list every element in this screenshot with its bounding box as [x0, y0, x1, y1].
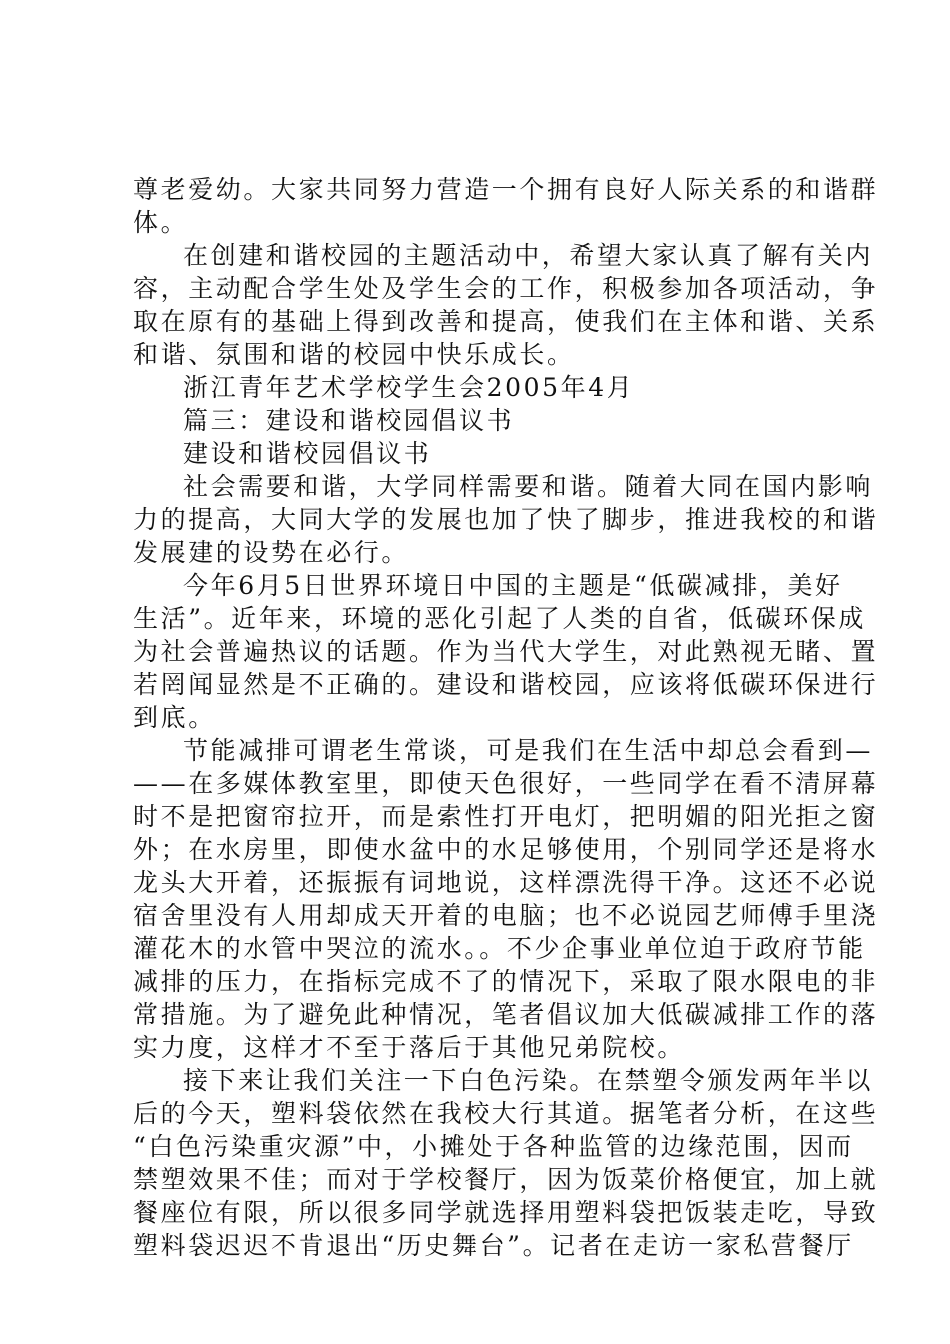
text-line: 取在原有的基础上得到改善和提高，使我们在主体和谐、关系	[133, 307, 879, 336]
text-line: 节能减排可谓老生常谈，可是我们在生活中却总会看到—	[183, 736, 874, 765]
text-line: 宿舍里没有人用却成天开着的电脑；也不必说园艺师傅手里浇	[133, 901, 879, 930]
text-line: 发展建的设势在必行。	[133, 538, 410, 567]
text-line: 常措施。为了避免此种情况，笔者倡议加大低碳减排工作的落	[133, 1000, 879, 1029]
text-line: 后的今天，塑料袋依然在我校大行其道。据笔者分析，在这些	[133, 1099, 879, 1128]
text-line: 今年6月5日世界环境日中国的主题是“低碳减排，美好	[183, 571, 843, 600]
text-line: 建设和谐校园倡议书	[183, 439, 432, 468]
text-line: 到底。	[133, 703, 216, 732]
text-line: 减排的压力，在指标完成不了的情况下，采取了限水限电的非	[133, 967, 879, 996]
text-line: 和谐、氛围和谐的校园中快乐成长。	[133, 340, 575, 369]
text-line: 体。	[133, 208, 189, 237]
text-line: ——在多媒体教室里，即使天色很好，一些同学在看不清屏幕	[133, 769, 879, 798]
text-line: 餐座位有限，所以很多同学就选择用塑料袋把饭装走吃，导致	[133, 1198, 879, 1227]
text-line: “白色污染重灾源”中，小摊处于各种监管的边缘范围，因而	[133, 1132, 854, 1161]
text-line: 在创建和谐校园的主题活动中，希望大家认真了解有关内	[183, 241, 874, 270]
text-line: 社会需要和谐，大学同样需要和谐。随着大同在国内影响	[183, 472, 874, 501]
text-line: 外；在水房里，即使水盆中的水足够使用，个别同学还是将水	[133, 835, 879, 864]
text-line: 龙头大开着，还振振有词地说，这样漂洗得干净。这还不必说	[133, 868, 879, 897]
text-line: 时不是把窗帘拉开，而是索性打开电灯，把明媚的阳光拒之窗	[133, 802, 879, 831]
text-line: 若罔闻显然是不正确的。建设和谐校园，应该将低碳环保进行	[133, 670, 879, 699]
text-line: 接下来让我们关注一下白色污染。在禁塑令颁发两年半以	[183, 1066, 874, 1095]
text-line: 实力度，这样才不至于落后于其他兄弟院校。	[133, 1033, 686, 1062]
text-line: 尊老爱幼。大家共同努力营造一个拥有良好人际关系的和谐群	[133, 175, 879, 204]
text-line: 禁塑效果不佳；而对于学校餐厅，因为饭菜价格便宜，加上就	[133, 1165, 879, 1194]
text-line: 力的提高，大同大学的发展也加了快了脚步，推进我校的和谐	[133, 505, 879, 534]
text-line: 为社会普遍热议的话题。作为当代大学生，对此熟视无睹、置	[133, 637, 879, 666]
text-line: 容，主动配合学生处及学生会的工作，积极参加各项活动，争	[133, 274, 879, 303]
document-body	[133, 173, 879, 1262]
text-line: 篇三：建设和谐校园倡议书	[183, 406, 515, 435]
text-line: 塑料袋迟迟不肯退出“历史舞台”。记者在走访一家私营餐厅	[133, 1231, 854, 1260]
text-line: 浙江青年艺术学校学生会2005年4月	[183, 373, 635, 402]
text-line: 灌花木的水管中哭泣的流水。。不少企事业单位迫于政府节能	[133, 934, 866, 963]
text-line: 生活”。近年来，环境的恶化引起了人类的自省，低碳环保成	[133, 604, 866, 633]
